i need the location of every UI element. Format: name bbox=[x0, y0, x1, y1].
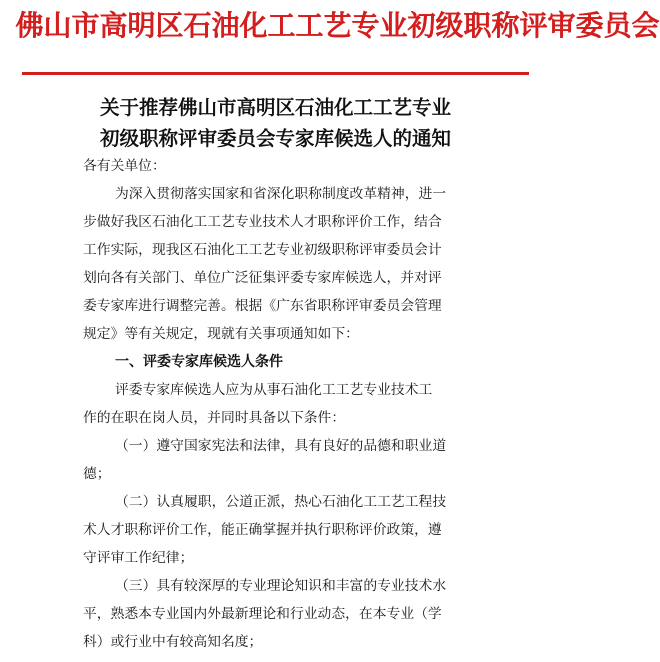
item-3-line-3: 科）或行业中有较高知名度； bbox=[83, 634, 263, 650]
notice-title-line-1: 关于推荐佛山市高明区石油化工工艺专业 bbox=[99, 96, 451, 119]
item-1-line-1: （一）遵守国家宪法和法律，具有良好的品德和职业道 bbox=[115, 438, 447, 454]
paragraph-1-line-5: 委专家库进行调整完善。根据《广东省职称评审委员会管理 bbox=[83, 298, 442, 314]
document-header bbox=[0, 0, 660, 90]
item-3-line-2: 平，熟悉本专业国内外最新理论和行业动态，在本专业（学 bbox=[83, 606, 442, 622]
paragraph-1-line-3: 工作实际，现我区石油化工工艺专业初级职称评审委员会计 bbox=[83, 242, 442, 258]
paragraph-2-line-2: 作的在职在岗人员，并同时具备以下条件： bbox=[83, 410, 346, 426]
item-2-line-2: 术人才职称评价工作，能正确掌握并执行职称评价政策，遵 bbox=[83, 522, 442, 538]
document-content bbox=[0, 92, 551, 662]
notice-body bbox=[0, 92, 551, 662]
paragraph-1-line-2: 步做好我区石油化工工艺专业技术人才职称评价工作，结合 bbox=[83, 214, 442, 230]
item-3-line-1: （三）具有较深厚的专业理论知识和丰富的专业技术水 bbox=[115, 578, 447, 594]
paragraph-1-line-4: 划向各有关部门、单位广泛征集评委专家库候选人，并对评 bbox=[83, 270, 442, 286]
item-2-line-3: 守评审工作纪律； bbox=[83, 550, 194, 566]
paragraph-1-line-1: 为深入贯彻落实国家和省深化职称制度改革精神，进一 bbox=[115, 186, 447, 202]
item-1-line-2: 德； bbox=[83, 466, 111, 482]
organization-title: 佛山市高明区石油化工工艺专业初级职称评审委员会 bbox=[15, 9, 660, 42]
notice-title-line-2: 初级职称评审委员会专家库候选人的通知 bbox=[99, 127, 451, 150]
salutation: 各有关单位： bbox=[83, 158, 166, 174]
paragraph-2-line-1: 评委专家库候选人应为从事石油化工工艺专业技术工 bbox=[115, 382, 433, 398]
header-divider-line bbox=[22, 72, 529, 75]
item-2-line-1: （二）认真履职，公道正派，热心石油化工工艺工程技 bbox=[115, 494, 447, 510]
section-1-heading: 一、评委专家库候选人条件 bbox=[115, 354, 283, 370]
paragraph-1-line-6: 规定》等有关规定，现就有关事项通知如下： bbox=[83, 326, 359, 342]
